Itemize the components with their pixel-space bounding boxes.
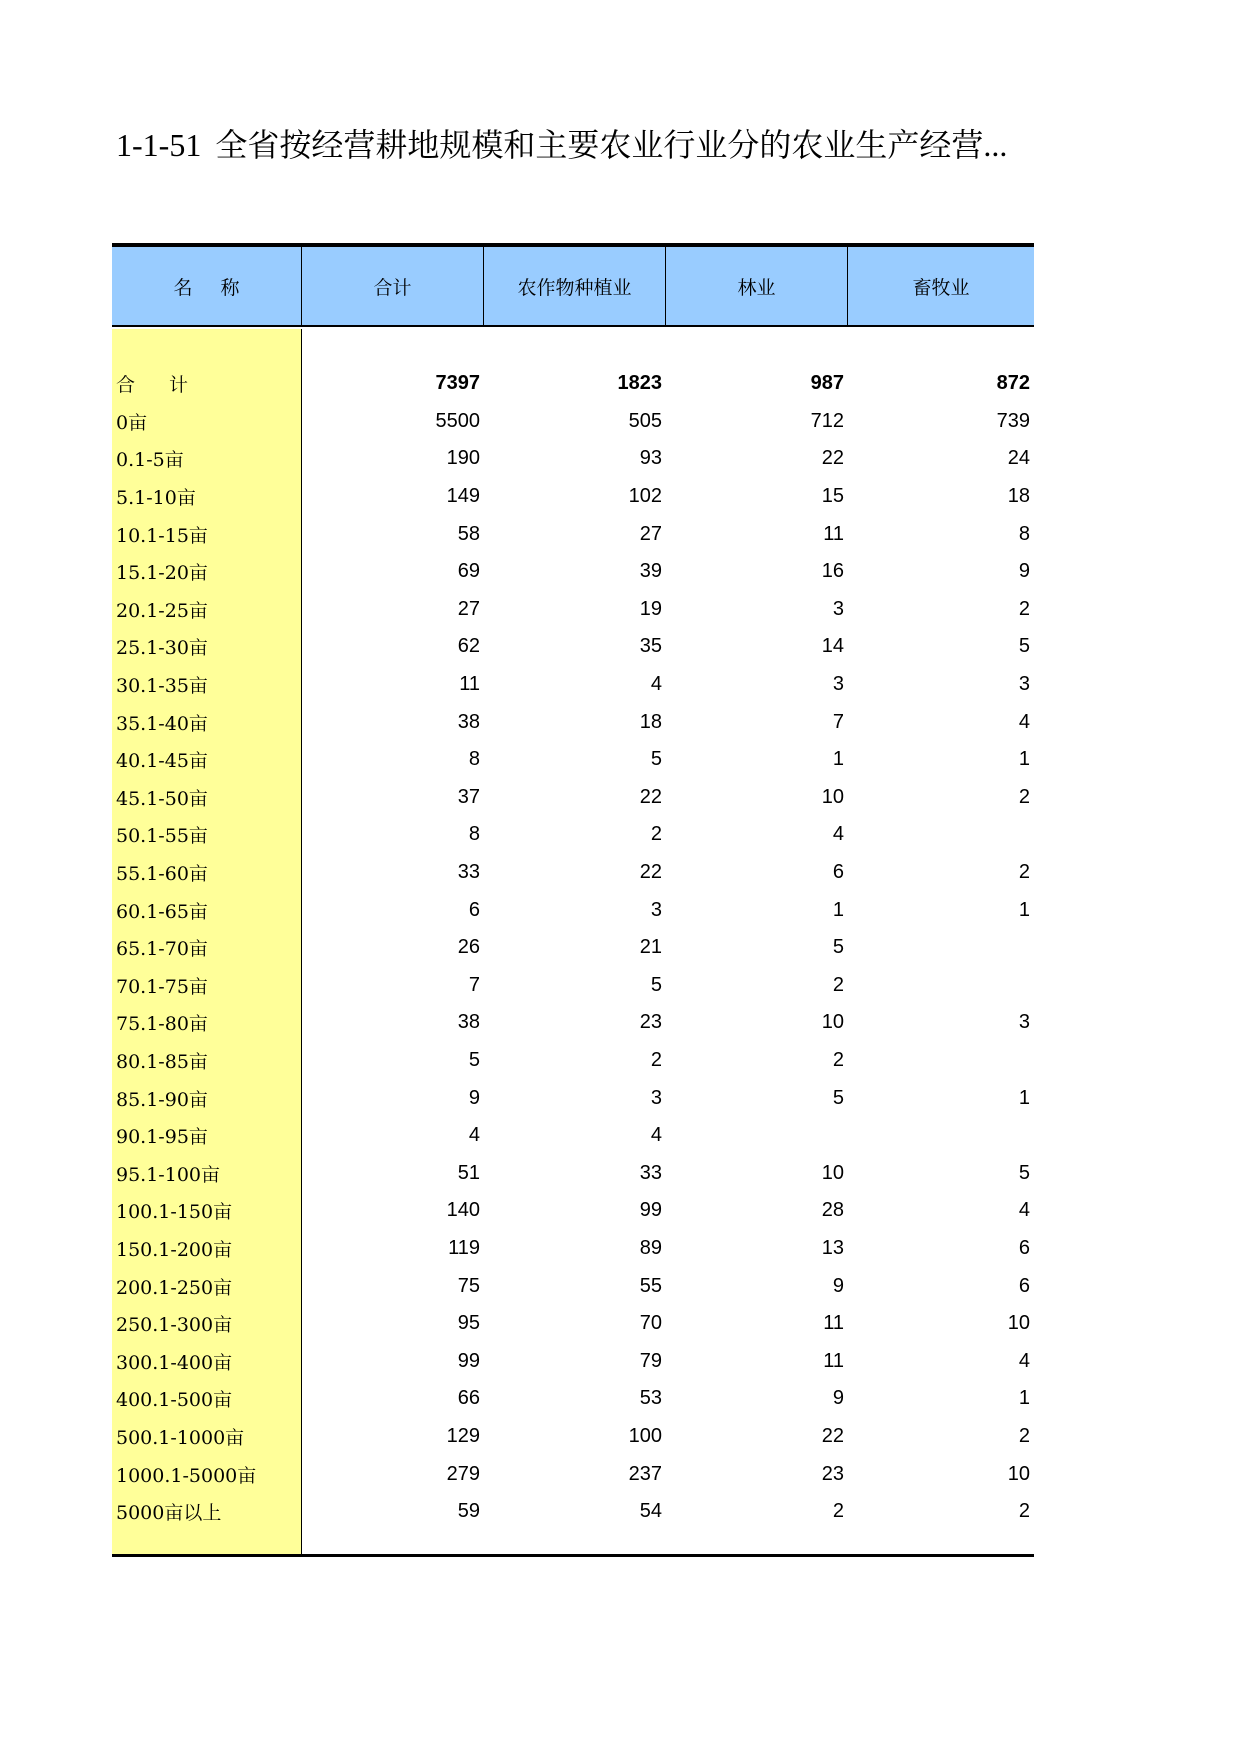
table-row <box>112 515 1034 553</box>
table-row <box>112 1380 1034 1418</box>
table-row <box>112 628 1034 666</box>
row-label: 80.1-85亩 <box>116 1050 208 1073</box>
cell-crop: 2 <box>650 1048 662 1071</box>
cell-crop: 53 <box>639 1387 662 1410</box>
table-row <box>112 1305 1034 1343</box>
cell-crop: 21 <box>639 936 662 959</box>
table-row <box>112 1004 1034 1042</box>
cell-livestock: 5 <box>1018 635 1030 658</box>
cell-livestock: 1 <box>1018 1387 1030 1410</box>
cell-total: 38 <box>457 710 480 733</box>
cell-crop: 22 <box>639 861 662 884</box>
cell-crop: 89 <box>639 1236 662 1259</box>
row-label: 55.1-60亩 <box>116 863 208 886</box>
table-row <box>112 703 1034 741</box>
row-label: 70.1-75亩 <box>116 975 208 998</box>
cell-crop: 54 <box>639 1500 662 1523</box>
cell-forestry: 9 <box>832 1274 844 1297</box>
cell-livestock: 9 <box>1018 560 1030 583</box>
row-label: 400.1-500亩 <box>116 1389 233 1412</box>
cell-livestock: 3 <box>1018 673 1030 696</box>
cell-crop: 4 <box>650 1124 662 1147</box>
cell-total: 9 <box>468 1086 480 1109</box>
cell-livestock: 4 <box>1018 1199 1030 1222</box>
cell-crop: 99 <box>639 1199 662 1222</box>
cell-total: 69 <box>457 560 480 583</box>
cell-forestry: 4 <box>832 823 844 846</box>
cell-total: 140 <box>446 1199 480 1222</box>
table-row <box>112 1493 1034 1531</box>
cell-forestry: 23 <box>821 1462 844 1485</box>
row-label: 50.1-55亩 <box>116 825 208 848</box>
table-row <box>112 1342 1034 1380</box>
cell-total: 99 <box>457 1349 480 1372</box>
cell-crop: 2 <box>650 823 662 846</box>
cell-total: 4 <box>468 1124 480 1147</box>
cell-crop: 3 <box>650 898 662 921</box>
table-row-total <box>112 365 1034 403</box>
cell-livestock: 4 <box>1018 710 1030 733</box>
cell-crop: 93 <box>639 447 662 470</box>
cell-forestry: 5 <box>832 936 844 959</box>
cell-livestock: 2 <box>1018 1424 1030 1447</box>
row-label: 65.1-70亩 <box>116 938 208 961</box>
row-label: 75.1-80亩 <box>116 1013 208 1036</box>
header-total: 合计 <box>302 247 484 325</box>
cell-livestock: 3 <box>1018 1011 1030 1034</box>
row-label: 300.1-400亩 <box>116 1351 233 1374</box>
cell-forestry: 11 <box>823 522 844 545</box>
cell-total: 149 <box>446 485 480 508</box>
cell-total: 38 <box>457 1011 480 1034</box>
table-row <box>112 1154 1034 1192</box>
cell-crop: 55 <box>639 1274 662 1297</box>
cell-livestock: 2 <box>1018 597 1030 620</box>
cell-total: 51 <box>457 1161 480 1184</box>
cell-forestry: 9 <box>832 1387 844 1410</box>
table-row <box>112 967 1034 1005</box>
cell-forestry: 3 <box>832 597 844 620</box>
cell-crop: 5 <box>650 748 662 771</box>
row-label: 250.1-300亩 <box>116 1314 233 1337</box>
header-crop: 农作物种植业 <box>484 247 666 325</box>
table-row <box>112 591 1034 629</box>
cell-forestry: 2 <box>832 973 844 996</box>
table-row <box>112 440 1034 478</box>
table-row <box>112 1079 1034 1117</box>
cell-total: 27 <box>457 597 480 620</box>
cell-crop: 39 <box>639 560 662 583</box>
row-label: 25.1-30亩 <box>116 637 208 660</box>
cell-forestry: 2 <box>832 1500 844 1523</box>
cell-total: 6 <box>468 898 480 921</box>
cell-livestock: 5 <box>1018 1161 1030 1184</box>
cell-total: 75 <box>457 1274 480 1297</box>
cell-forestry: 2 <box>832 1048 844 1071</box>
cell-livestock: 10 <box>1007 1462 1030 1485</box>
cell-crop: 79 <box>639 1349 662 1372</box>
cell-livestock: 10 <box>1007 1312 1030 1335</box>
cell-crop: 33 <box>639 1161 662 1184</box>
cell-forestry: 15 <box>821 485 844 508</box>
row-label: 95.1-100亩 <box>116 1163 220 1186</box>
cell-total: 11 <box>459 673 480 696</box>
header-name: 名称 <box>112 247 302 325</box>
cell-total: 8 <box>468 748 480 771</box>
table-header-row <box>112 247 1034 327</box>
cell-crop: 5 <box>650 973 662 996</box>
cell-forestry: 22 <box>821 447 844 470</box>
cell-forestry: 22 <box>821 1424 844 1447</box>
cell-forestry: 1 <box>832 748 844 771</box>
cell-total: 8 <box>468 823 480 846</box>
cell-crop: 70 <box>639 1312 662 1335</box>
cell-crop: 4 <box>650 673 662 696</box>
cell-forestry: 1 <box>832 898 844 921</box>
cell-livestock: 1 <box>1018 748 1030 771</box>
cell-total: 59 <box>457 1500 480 1523</box>
table-row <box>112 478 1034 516</box>
cell-total: 26 <box>457 936 480 959</box>
cell-forestry: 10 <box>821 785 844 808</box>
row-label: 15.1-20亩 <box>116 562 208 585</box>
cell-crop: 27 <box>639 522 662 545</box>
cell-forestry: 5 <box>832 1086 844 1109</box>
table-row <box>112 854 1034 892</box>
row-label: 90.1-95亩 <box>116 1126 208 1149</box>
table-row <box>112 1042 1034 1080</box>
cell-crop: 23 <box>639 1011 662 1034</box>
table-row <box>112 1455 1034 1493</box>
cell-livestock: 8 <box>1018 522 1030 545</box>
cell-livestock: 1 <box>1018 898 1030 921</box>
cell-crop: 237 <box>628 1462 662 1485</box>
cell-crop: 102 <box>628 485 662 508</box>
page-title <box>116 120 1034 170</box>
cell-forestry: 28 <box>821 1199 844 1222</box>
cell-total: 58 <box>457 522 480 545</box>
row-label: 150.1-200亩 <box>116 1238 233 1261</box>
row-label: 5000亩以上 <box>116 1502 222 1525</box>
row-label: 100.1-150亩 <box>116 1201 233 1224</box>
cell-livestock: 2 <box>1018 1500 1030 1523</box>
cell-livestock: 6 <box>1018 1236 1030 1259</box>
cell-total: 190 <box>446 447 480 470</box>
cell-total: 37 <box>457 785 480 808</box>
table-row <box>112 891 1034 929</box>
row-label: 0亩 <box>116 411 148 434</box>
cell-total: 119 <box>448 1236 480 1259</box>
row-label: 合计 <box>116 374 223 397</box>
title-text: 全省按经营耕地规模和主要农业行业分的农业生产经营... <box>215 127 1008 163</box>
cell-total: 129 <box>446 1424 480 1447</box>
cell-crop: 100 <box>628 1424 662 1447</box>
cell-forestry: 13 <box>821 1236 844 1259</box>
cell-crop: 505 <box>628 409 662 432</box>
cell-total: 33 <box>457 861 480 884</box>
table-row <box>112 403 1034 441</box>
cell-livestock: 18 <box>1007 485 1030 508</box>
cell-total: 5500 <box>435 409 480 432</box>
row-label: 5.1-10亩 <box>116 487 196 510</box>
row-label: 85.1-90亩 <box>116 1088 208 1111</box>
row-label: 500.1-1000亩 <box>116 1426 245 1449</box>
cell-livestock: 6 <box>1018 1274 1030 1297</box>
table-code: 1-1-51 <box>116 127 202 163</box>
row-label: 0.1-5亩 <box>116 449 184 472</box>
table-row <box>112 929 1034 967</box>
table-row <box>112 779 1034 817</box>
table-row <box>112 1192 1034 1230</box>
cell-total: 7397 <box>435 372 480 395</box>
cell-forestry: 712 <box>810 409 844 432</box>
row-label: 20.1-25亩 <box>116 599 208 622</box>
cell-livestock: 2 <box>1018 861 1030 884</box>
table-row <box>112 1230 1034 1268</box>
table-bottom-border <box>112 1554 1034 1557</box>
cell-crop: 19 <box>639 597 662 620</box>
cell-forestry: 11 <box>823 1349 844 1372</box>
table-row <box>112 816 1034 854</box>
table-row <box>112 553 1034 591</box>
cell-crop: 22 <box>639 785 662 808</box>
cell-forestry: 10 <box>821 1011 844 1034</box>
row-label: 60.1-65亩 <box>116 900 208 923</box>
cell-livestock: 872 <box>996 372 1030 395</box>
cell-total: 7 <box>468 973 480 996</box>
cell-total: 66 <box>457 1387 480 1410</box>
cell-forestry: 6 <box>832 861 844 884</box>
cell-forestry: 10 <box>821 1161 844 1184</box>
cell-livestock: 2 <box>1018 785 1030 808</box>
cell-livestock: 24 <box>1007 447 1030 470</box>
cell-total: 279 <box>446 1462 480 1485</box>
table-row <box>112 666 1034 704</box>
table-body <box>112 365 1034 1530</box>
cell-forestry: 16 <box>821 560 844 583</box>
row-label: 200.1-250亩 <box>116 1276 233 1299</box>
table-row <box>112 1267 1034 1305</box>
cell-forestry: 11 <box>823 1312 844 1335</box>
cell-total: 62 <box>457 635 480 658</box>
cell-crop: 18 <box>639 710 662 733</box>
row-label: 40.1-45亩 <box>116 750 208 773</box>
cell-forestry: 3 <box>832 673 844 696</box>
cell-livestock: 1 <box>1018 1086 1030 1109</box>
row-label: 35.1-40亩 <box>116 712 208 735</box>
cell-forestry: 14 <box>821 635 844 658</box>
row-label: 30.1-35亩 <box>116 675 208 698</box>
cell-livestock: 4 <box>1018 1349 1030 1372</box>
table-row <box>112 1117 1034 1155</box>
cell-total: 5 <box>468 1048 480 1071</box>
header-livestock: 畜牧业 <box>912 276 970 299</box>
cell-forestry: 987 <box>810 372 844 395</box>
cell-forestry: 7 <box>832 710 844 733</box>
cell-crop: 1823 <box>617 372 662 395</box>
cell-crop: 3 <box>650 1086 662 1109</box>
row-label: 45.1-50亩 <box>116 787 208 810</box>
table-row <box>112 1418 1034 1456</box>
cell-crop: 35 <box>639 635 662 658</box>
data-table <box>112 243 1034 1558</box>
header-forestry: 林业 <box>666 247 848 325</box>
row-label: 10.1-15亩 <box>116 524 208 547</box>
cell-total: 95 <box>457 1312 480 1335</box>
cell-livestock: 739 <box>996 409 1030 432</box>
row-label: 1000.1-5000亩 <box>116 1464 257 1487</box>
table-row <box>112 741 1034 779</box>
